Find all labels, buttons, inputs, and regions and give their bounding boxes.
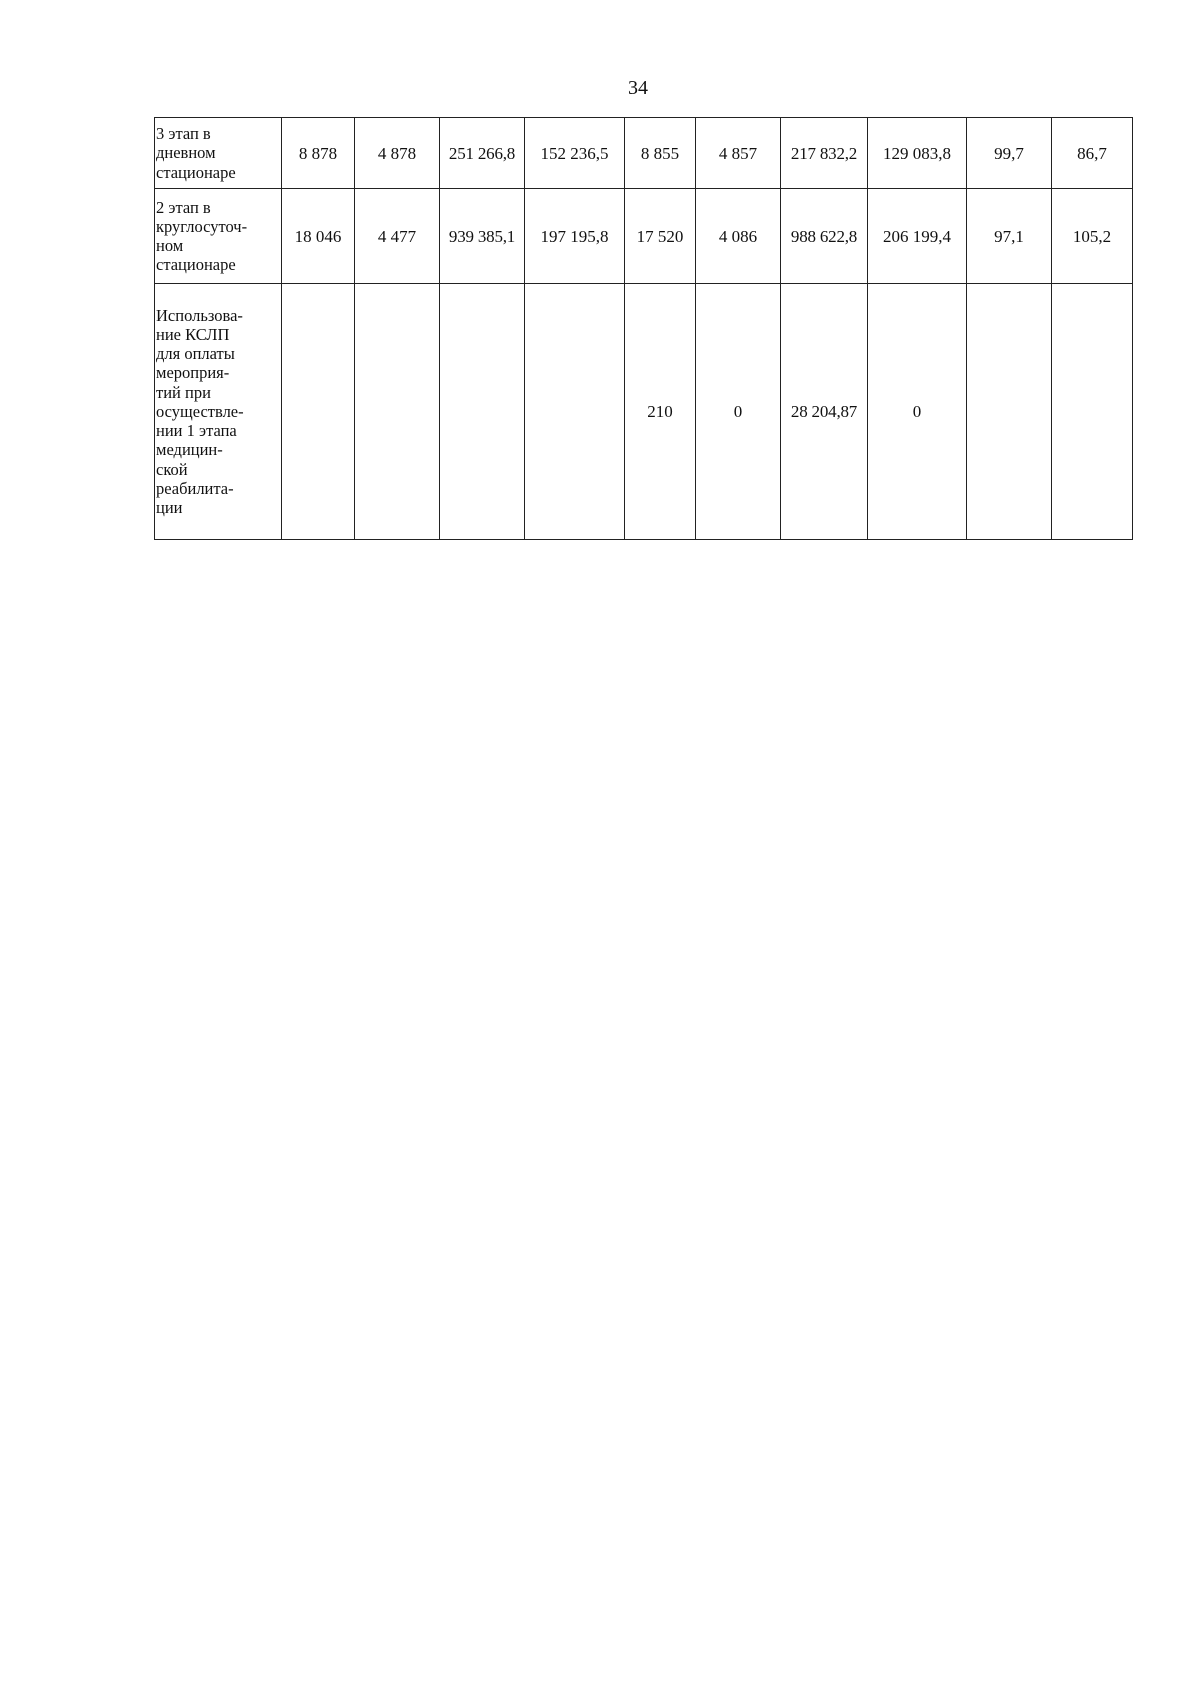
table-cell: 86,7	[1052, 118, 1133, 189]
table-cell: 17 520	[625, 189, 696, 284]
table-cell	[440, 284, 525, 540]
table-cell: 988 622,8	[781, 189, 868, 284]
table-cell	[1052, 284, 1133, 540]
row-label: Использова- ние КСЛП для оплаты мероприя- тий при осуществле- нии 1 этапа медицин- ской реабилита- ции	[155, 284, 282, 540]
table-row	[155, 284, 1133, 540]
table-cell: 152 236,5	[525, 118, 625, 189]
table-cell: 18 046	[282, 189, 355, 284]
table-cell: 251 266,8	[440, 118, 525, 189]
table-cell: 97,1	[967, 189, 1052, 284]
table-row	[155, 189, 1133, 284]
table-cell	[282, 284, 355, 540]
table-cell: 129 083,8	[868, 118, 967, 189]
table-cell: 4 477	[355, 189, 440, 284]
table-cell: 0	[868, 284, 967, 540]
table-cell: 4 857	[696, 118, 781, 189]
row-label: 2 этап в круглосуточ- ном стационаре	[155, 189, 282, 284]
table-cell: 8 878	[282, 118, 355, 189]
table-cell: 8 855	[625, 118, 696, 189]
table-cell: 197 195,8	[525, 189, 625, 284]
table-cell: 217 832,2	[781, 118, 868, 189]
table-cell: 4 086	[696, 189, 781, 284]
table-cell: 210	[625, 284, 696, 540]
table-cell: 939 385,1	[440, 189, 525, 284]
table-cell: 4 878	[355, 118, 440, 189]
table-cell	[967, 284, 1052, 540]
table-cell: 99,7	[967, 118, 1052, 189]
table-row	[155, 118, 1133, 189]
page-number: 34	[628, 77, 648, 99]
table-cell: 0	[696, 284, 781, 540]
table-cell	[355, 284, 440, 540]
data-table	[154, 117, 1133, 540]
table-cell: 206 199,4	[868, 189, 967, 284]
table-cell: 28 204,87	[781, 284, 868, 540]
row-label: 3 этап в дневном стационаре	[155, 118, 282, 189]
table-cell: 105,2	[1052, 189, 1133, 284]
table-cell	[525, 284, 625, 540]
